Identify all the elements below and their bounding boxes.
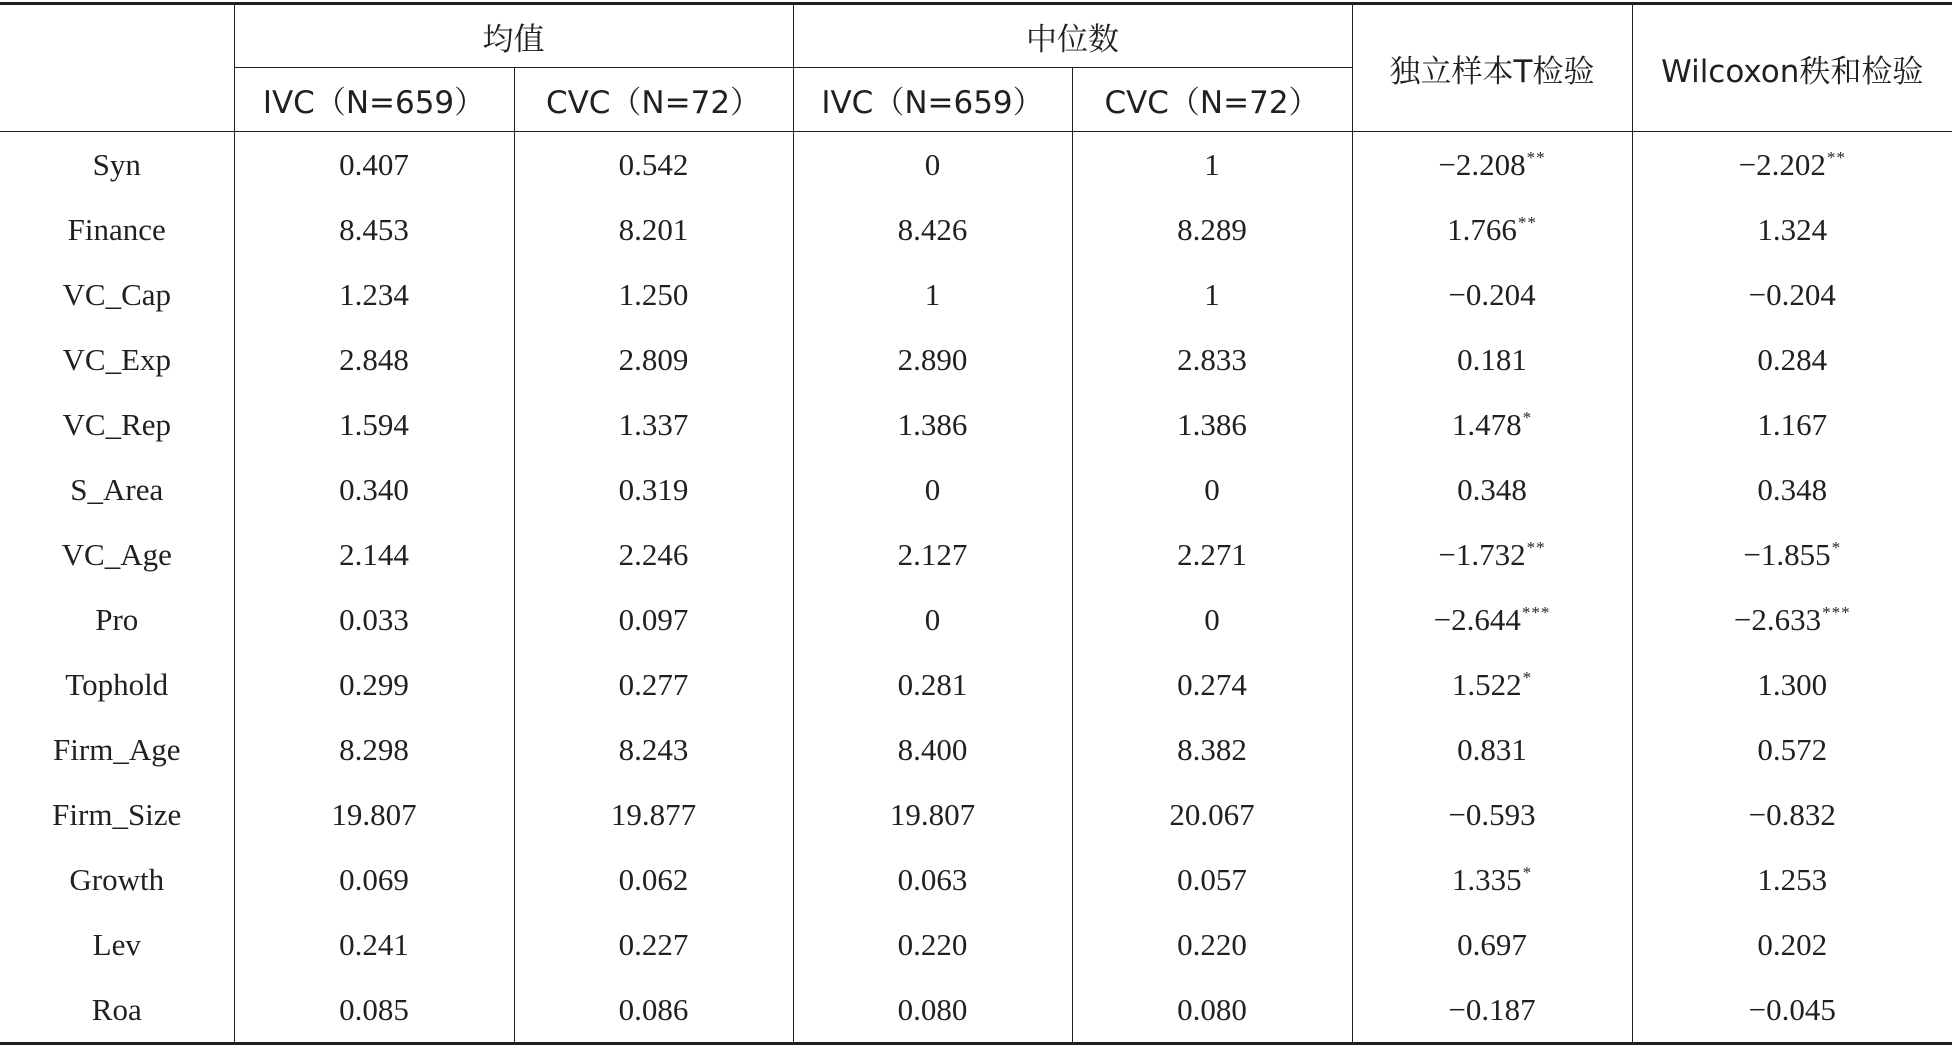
table-header bbox=[0, 4, 1952, 132]
cell-variable-value: Lev bbox=[92, 926, 141, 962]
cell-mean-cvc bbox=[514, 522, 793, 587]
cell-median-cvc bbox=[1072, 847, 1352, 912]
significance-stars: ** bbox=[1517, 212, 1537, 232]
cell-variable bbox=[0, 977, 234, 1044]
cell-ttest bbox=[1352, 652, 1632, 717]
cell-median-ivc bbox=[793, 847, 1072, 912]
cell-mean-cvc-value: 1.337 bbox=[618, 406, 689, 442]
cell-variable bbox=[0, 652, 234, 717]
cell-mean-cvc-value: 0.086 bbox=[618, 991, 689, 1027]
cell-mean-cvc-value: 0.062 bbox=[618, 861, 689, 897]
cell-wilcoxon bbox=[1632, 392, 1952, 457]
cell-median-ivc bbox=[793, 197, 1072, 262]
cell-ttest-value: 1.522 bbox=[1451, 666, 1522, 702]
cell-mean-ivc bbox=[234, 717, 514, 782]
header-median-cvc: CVC（N=72） bbox=[1072, 68, 1352, 132]
cell-median-cvc-value: 2.271 bbox=[1177, 536, 1247, 572]
cell-wilcoxon bbox=[1632, 197, 1952, 262]
cell-wilcoxon bbox=[1632, 782, 1952, 847]
cell-median-ivc-value: 1.386 bbox=[897, 406, 968, 442]
cell-mean-ivc-value: 0.241 bbox=[339, 926, 409, 962]
cell-variable bbox=[0, 457, 234, 522]
cell-median-ivc bbox=[793, 522, 1072, 587]
cell-variable-value: Syn bbox=[92, 146, 141, 182]
cell-median-cvc bbox=[1072, 457, 1352, 522]
cell-mean-cvc-value: 0.319 bbox=[618, 471, 689, 507]
cell-mean-ivc-value: 1.234 bbox=[339, 276, 409, 312]
cell-median-cvc-value: 1 bbox=[1204, 276, 1220, 312]
cell-median-cvc bbox=[1072, 782, 1352, 847]
cell-median-cvc-value: 0 bbox=[1204, 601, 1220, 637]
cell-variable-value: Firm_Size bbox=[52, 796, 182, 832]
cell-median-cvc bbox=[1072, 717, 1352, 782]
cell-mean-ivc-value: 0.299 bbox=[339, 666, 409, 702]
cell-median-ivc-value: 0.063 bbox=[897, 861, 968, 897]
cell-median-ivc-value: 8.400 bbox=[897, 731, 968, 767]
cell-median-cvc bbox=[1072, 327, 1352, 392]
header-row-groups bbox=[0, 4, 1952, 68]
cell-mean-cvc bbox=[514, 457, 793, 522]
significance-stars: *** bbox=[1822, 602, 1851, 622]
cell-mean-ivc bbox=[234, 457, 514, 522]
cell-wilcoxon bbox=[1632, 457, 1952, 522]
cell-mean-cvc-value: 2.809 bbox=[618, 341, 689, 377]
cell-wilcoxon-value: 0.202 bbox=[1757, 926, 1828, 962]
cell-ttest bbox=[1352, 132, 1632, 198]
cell-median-cvc-value: 0.274 bbox=[1177, 666, 1247, 702]
cell-median-ivc bbox=[793, 392, 1072, 457]
cell-mean-ivc bbox=[234, 847, 514, 912]
cell-mean-ivc bbox=[234, 522, 514, 587]
cell-mean-ivc bbox=[234, 652, 514, 717]
cell-median-ivc bbox=[793, 327, 1072, 392]
header-mean-cvc: CVC（N=72） bbox=[514, 68, 793, 132]
cell-median-ivc-value: 19.807 bbox=[889, 796, 976, 832]
table-row bbox=[0, 327, 1952, 392]
cell-ttest bbox=[1352, 522, 1632, 587]
cell-median-ivc-value: 0.220 bbox=[897, 926, 968, 962]
cell-median-ivc bbox=[793, 652, 1072, 717]
cell-ttest bbox=[1352, 912, 1632, 977]
cell-median-cvc bbox=[1072, 197, 1352, 262]
cell-median-ivc-value: 0.281 bbox=[897, 666, 968, 702]
cell-wilcoxon bbox=[1632, 717, 1952, 782]
cell-mean-ivc-value: 2.144 bbox=[339, 536, 409, 572]
cell-mean-cvc bbox=[514, 977, 793, 1044]
cell-ttest bbox=[1352, 977, 1632, 1044]
cell-wilcoxon-value: 1.300 bbox=[1757, 666, 1828, 702]
significance-stars: ** bbox=[1526, 537, 1546, 557]
cell-median-cvc-value: 0.057 bbox=[1177, 861, 1247, 897]
cell-mean-ivc-value: 1.594 bbox=[339, 406, 409, 442]
cell-ttest-value: −1.732 bbox=[1438, 536, 1526, 572]
significance-stars: ** bbox=[1526, 147, 1546, 167]
cell-variable bbox=[0, 327, 234, 392]
table-row bbox=[0, 717, 1952, 782]
cell-median-cvc bbox=[1072, 522, 1352, 587]
cell-wilcoxon-value: −0.045 bbox=[1748, 991, 1836, 1027]
cell-variable-value: VC_Exp bbox=[62, 341, 171, 377]
cell-median-ivc bbox=[793, 132, 1072, 198]
cell-mean-cvc bbox=[514, 717, 793, 782]
cell-variable bbox=[0, 262, 234, 327]
cell-mean-ivc bbox=[234, 327, 514, 392]
cell-median-cvc-value: 0.220 bbox=[1177, 926, 1247, 962]
comparison-table bbox=[0, 2, 1952, 1045]
significance-stars: ** bbox=[1826, 147, 1846, 167]
significance-stars: * bbox=[1831, 537, 1842, 557]
cell-wilcoxon-value: 0.348 bbox=[1757, 471, 1828, 507]
cell-mean-ivc bbox=[234, 977, 514, 1044]
cell-wilcoxon-value: 0.284 bbox=[1757, 341, 1828, 377]
cell-ttest-value: −0.204 bbox=[1448, 276, 1536, 312]
significance-stars: * bbox=[1522, 407, 1533, 427]
cell-variable bbox=[0, 392, 234, 457]
table-row bbox=[0, 132, 1952, 198]
header-ttest: 独立样本T检验 bbox=[1352, 4, 1632, 132]
cell-median-cvc bbox=[1072, 132, 1352, 198]
cell-ttest-value: 1.766 bbox=[1447, 211, 1517, 247]
cell-median-cvc-value: 8.382 bbox=[1177, 731, 1247, 767]
cell-median-cvc-value: 1 bbox=[1204, 146, 1220, 182]
cell-variable bbox=[0, 912, 234, 977]
cell-mean-ivc bbox=[234, 782, 514, 847]
cell-median-cvc bbox=[1072, 912, 1352, 977]
cell-median-cvc-value: 1.386 bbox=[1177, 406, 1247, 442]
table-row bbox=[0, 522, 1952, 587]
cell-ttest bbox=[1352, 457, 1632, 522]
cell-mean-cvc bbox=[514, 197, 793, 262]
cell-mean-ivc-value: 0.069 bbox=[339, 861, 409, 897]
cell-median-ivc-value: 0.080 bbox=[897, 991, 968, 1027]
cell-ttest-value: 0.697 bbox=[1457, 926, 1527, 962]
header-median-ivc: IVC（N=659） bbox=[793, 68, 1072, 132]
cell-mean-ivc-value: 8.453 bbox=[339, 211, 409, 247]
cell-mean-ivc-value: 0.033 bbox=[339, 601, 409, 637]
cell-median-ivc bbox=[793, 977, 1072, 1044]
cell-mean-ivc bbox=[234, 587, 514, 652]
cell-variable-value: Pro bbox=[95, 601, 139, 637]
cell-mean-cvc-value: 0.227 bbox=[618, 926, 689, 962]
cell-variable-value: VC_Age bbox=[61, 536, 172, 572]
cell-mean-cvc bbox=[514, 782, 793, 847]
cell-mean-cvc-value: 0.542 bbox=[618, 146, 689, 182]
cell-mean-cvc bbox=[514, 847, 793, 912]
cell-wilcoxon bbox=[1632, 132, 1952, 198]
cell-mean-ivc-value: 0.407 bbox=[339, 146, 409, 182]
cell-ttest-value: 0.348 bbox=[1457, 471, 1527, 507]
cell-mean-cvc bbox=[514, 912, 793, 977]
cell-median-cvc bbox=[1072, 652, 1352, 717]
cell-median-cvc bbox=[1072, 262, 1352, 327]
cell-median-cvc bbox=[1072, 587, 1352, 652]
cell-median-cvc bbox=[1072, 392, 1352, 457]
cell-mean-cvc bbox=[514, 587, 793, 652]
table-row bbox=[0, 392, 1952, 457]
cell-mean-cvc bbox=[514, 132, 793, 198]
table-row bbox=[0, 197, 1952, 262]
cell-mean-ivc-value: 19.807 bbox=[331, 796, 417, 832]
cell-variable-value: S_Area bbox=[70, 471, 164, 507]
cell-median-ivc bbox=[793, 782, 1072, 847]
cell-variable-value: Finance bbox=[67, 211, 166, 247]
table-row bbox=[0, 262, 1952, 327]
table-row bbox=[0, 847, 1952, 912]
cell-mean-ivc-value: 0.085 bbox=[339, 991, 409, 1027]
cell-mean-cvc-value: 0.097 bbox=[618, 601, 689, 637]
cell-wilcoxon bbox=[1632, 847, 1952, 912]
cell-variable bbox=[0, 847, 234, 912]
cell-wilcoxon-value: −0.204 bbox=[1748, 276, 1836, 312]
cell-mean-ivc bbox=[234, 132, 514, 198]
cell-variable-value: Tophold bbox=[65, 666, 169, 702]
table-row bbox=[0, 652, 1952, 717]
cell-median-cvc-value: 20.067 bbox=[1169, 796, 1255, 832]
table-row bbox=[0, 587, 1952, 652]
cell-median-ivc-value: 2.890 bbox=[897, 341, 968, 377]
cell-ttest-value: 0.181 bbox=[1457, 341, 1527, 377]
cell-mean-ivc bbox=[234, 392, 514, 457]
cell-variable-value: VC_Cap bbox=[62, 276, 171, 312]
cell-mean-cvc bbox=[514, 392, 793, 457]
cell-wilcoxon-value: −0.832 bbox=[1748, 796, 1836, 832]
cell-wilcoxon bbox=[1632, 587, 1952, 652]
significance-stars: * bbox=[1522, 862, 1533, 882]
cell-ttest bbox=[1352, 392, 1632, 457]
cell-variable bbox=[0, 522, 234, 587]
cell-ttest-value: −2.644 bbox=[1433, 601, 1521, 637]
cell-ttest-value: −0.593 bbox=[1448, 796, 1536, 832]
header-variable-blank bbox=[0, 4, 234, 132]
cell-mean-cvc-value: 8.243 bbox=[618, 731, 689, 767]
cell-variable-value: VC_Rep bbox=[62, 406, 171, 442]
cell-mean-cvc bbox=[514, 327, 793, 392]
table-row bbox=[0, 457, 1952, 522]
cell-median-ivc bbox=[793, 912, 1072, 977]
cell-mean-ivc bbox=[234, 197, 514, 262]
cell-median-ivc-value: 0 bbox=[924, 471, 941, 507]
cell-median-ivc-value: 2.127 bbox=[897, 536, 968, 572]
cell-ttest bbox=[1352, 782, 1632, 847]
cell-wilcoxon bbox=[1632, 912, 1952, 977]
cell-ttest bbox=[1352, 327, 1632, 392]
cell-wilcoxon-value: 0.572 bbox=[1757, 731, 1828, 767]
cell-ttest bbox=[1352, 197, 1632, 262]
cell-mean-ivc bbox=[234, 912, 514, 977]
cell-mean-cvc bbox=[514, 262, 793, 327]
cell-variable bbox=[0, 782, 234, 847]
cell-mean-cvc-value: 1.250 bbox=[618, 276, 689, 312]
significance-stars: * bbox=[1522, 667, 1533, 687]
cell-median-ivc-value: 0 bbox=[924, 601, 941, 637]
cell-variable bbox=[0, 132, 234, 198]
cell-variable bbox=[0, 197, 234, 262]
cell-wilcoxon-value: 1.253 bbox=[1757, 861, 1828, 897]
cell-wilcoxon-value: −1.855 bbox=[1743, 536, 1831, 572]
cell-variable-value: Firm_Age bbox=[53, 731, 181, 767]
table-row bbox=[0, 977, 1952, 1044]
cell-median-cvc-value: 8.289 bbox=[1177, 211, 1247, 247]
cell-wilcoxon bbox=[1632, 262, 1952, 327]
cell-wilcoxon bbox=[1632, 652, 1952, 717]
cell-mean-cvc-value: 19.877 bbox=[610, 796, 697, 832]
cell-mean-ivc-value: 2.848 bbox=[339, 341, 409, 377]
table-row bbox=[0, 782, 1952, 847]
cell-mean-ivc bbox=[234, 262, 514, 327]
header-group-median: 中位数 bbox=[793, 4, 1352, 68]
header-mean-ivc: IVC（N=659） bbox=[234, 68, 514, 132]
header-group-mean: 均值 bbox=[234, 4, 793, 68]
significance-stars: *** bbox=[1521, 602, 1551, 622]
cell-median-ivc bbox=[793, 457, 1072, 522]
cell-ttest-value: 1.335 bbox=[1451, 861, 1522, 897]
cell-variable-value: Roa bbox=[91, 991, 142, 1027]
cell-wilcoxon-value: −2.633 bbox=[1733, 601, 1822, 637]
cell-variable bbox=[0, 717, 234, 782]
cell-variable bbox=[0, 587, 234, 652]
cell-median-cvc-value: 0.080 bbox=[1177, 991, 1247, 1027]
table-row bbox=[0, 912, 1952, 977]
cell-wilcoxon-value: 1.324 bbox=[1757, 211, 1828, 247]
cell-ttest-value: −0.187 bbox=[1448, 991, 1536, 1027]
cell-ttest bbox=[1352, 262, 1632, 327]
cell-mean-cvc-value: 8.201 bbox=[618, 211, 689, 247]
cell-ttest bbox=[1352, 717, 1632, 782]
cell-median-ivc-value: 0 bbox=[924, 146, 941, 182]
cell-mean-ivc-value: 8.298 bbox=[339, 731, 409, 767]
cell-median-cvc-value: 2.833 bbox=[1177, 341, 1247, 377]
cell-ttest bbox=[1352, 847, 1632, 912]
cell-ttest-value: 0.831 bbox=[1457, 731, 1527, 767]
cell-ttest bbox=[1352, 587, 1632, 652]
cell-median-ivc bbox=[793, 587, 1072, 652]
cell-mean-ivc-value: 0.340 bbox=[339, 471, 409, 507]
cell-mean-cvc-value: 0.277 bbox=[618, 666, 689, 702]
table-body bbox=[0, 132, 1952, 1044]
cell-median-ivc-value: 8.426 bbox=[897, 211, 968, 247]
cell-median-ivc bbox=[793, 262, 1072, 327]
cell-mean-cvc-value: 2.246 bbox=[618, 536, 689, 572]
cell-wilcoxon-value: 1.167 bbox=[1757, 406, 1828, 442]
cell-variable-value: Growth bbox=[69, 861, 165, 897]
cell-wilcoxon-value: −2.202 bbox=[1738, 146, 1826, 182]
cell-median-cvc bbox=[1072, 977, 1352, 1044]
cell-wilcoxon bbox=[1632, 977, 1952, 1044]
cell-ttest-value: −2.208 bbox=[1438, 146, 1526, 182]
cell-mean-cvc bbox=[514, 652, 793, 717]
cell-ttest-value: 1.478 bbox=[1451, 406, 1522, 442]
cell-median-ivc-value: 1 bbox=[924, 276, 941, 312]
cell-wilcoxon bbox=[1632, 522, 1952, 587]
cell-median-cvc-value: 0 bbox=[1204, 471, 1220, 507]
header-wilcoxon: Wilcoxon秩和检验 bbox=[1632, 4, 1952, 132]
cell-wilcoxon bbox=[1632, 327, 1952, 392]
cell-median-ivc bbox=[793, 717, 1072, 782]
